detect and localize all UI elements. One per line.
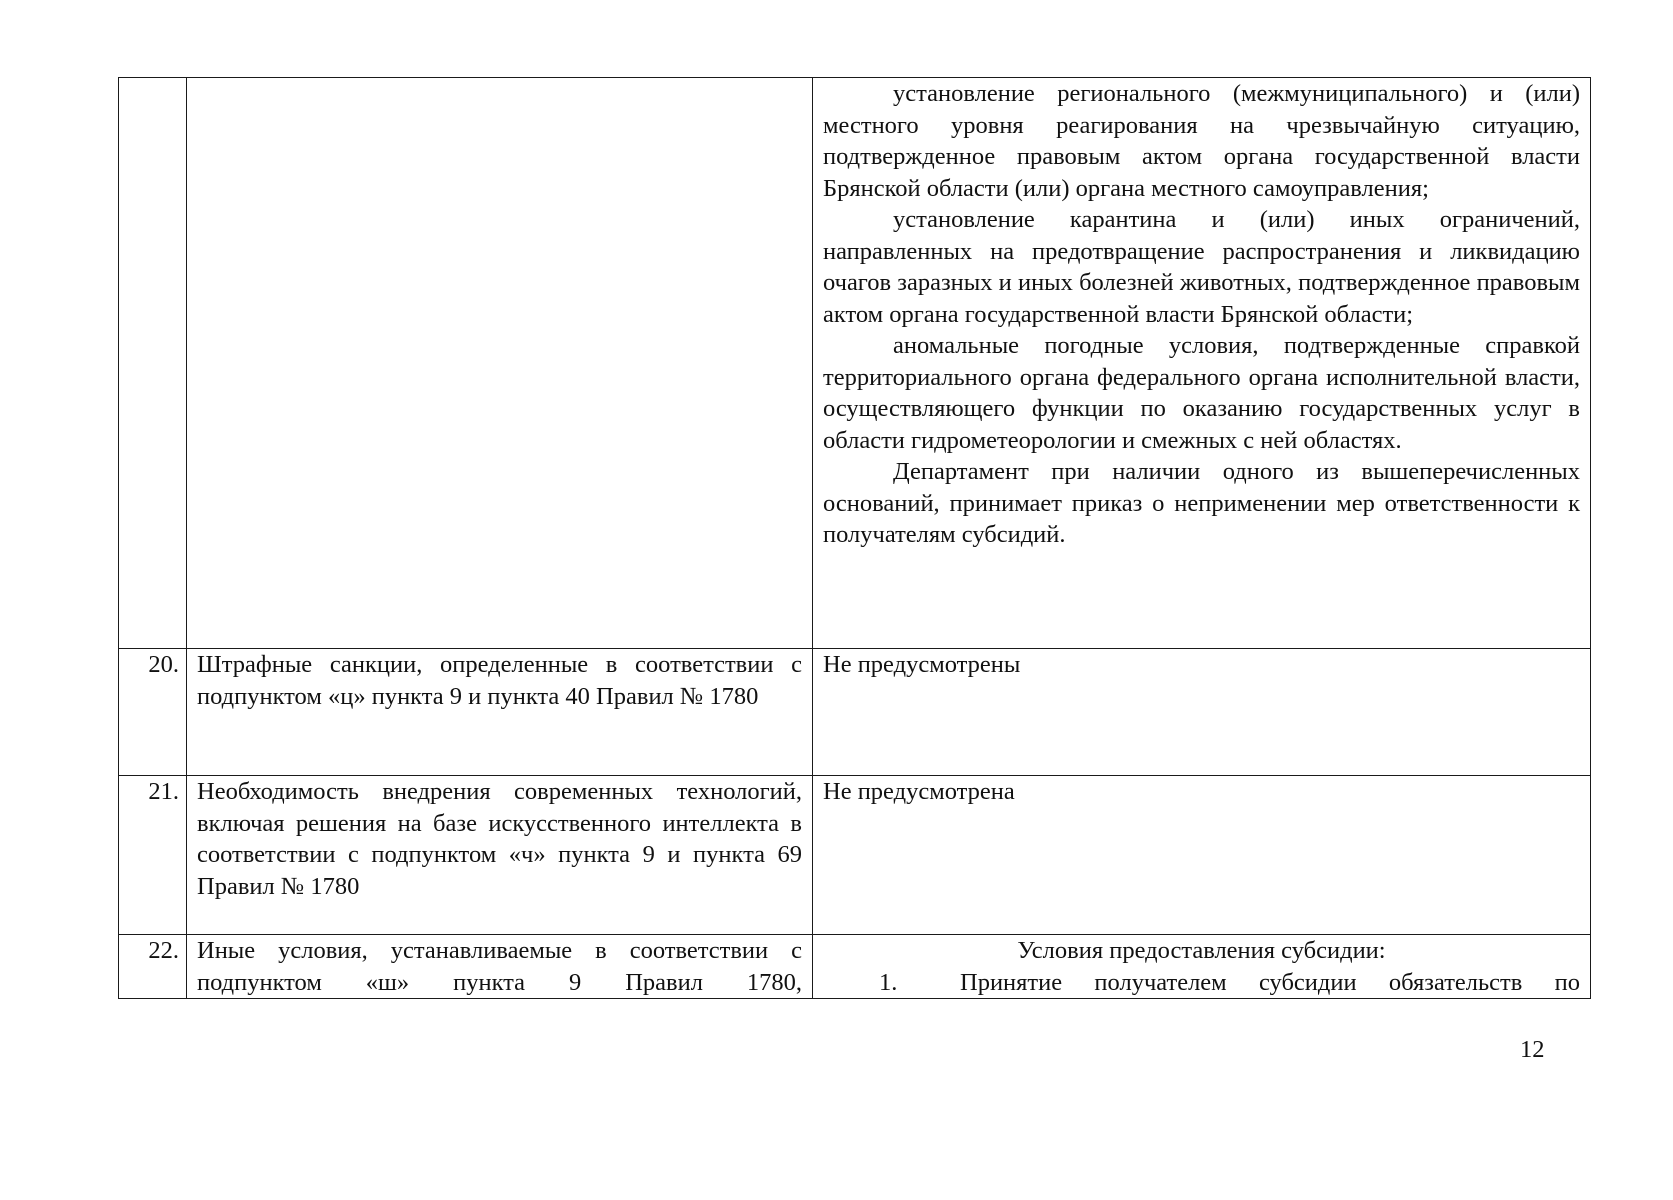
row-value-cell [813, 78, 1591, 649]
row-value-text: Не предусмотрена [823, 778, 1015, 805]
row-name-line-1: Иные условия, устанавливаемые в соответствии с [197, 937, 802, 964]
row-value-text: Не предусмотрены [823, 651, 1021, 678]
list-item [823, 967, 1580, 999]
list-item-number: 1. [879, 968, 898, 996]
list-item-text: Принятие получателем субсидии обязательств по [960, 968, 1580, 996]
row-name-cell [187, 776, 813, 935]
table-row-21 [119, 776, 1591, 935]
paragraph-weather-conditions: аномальные погодные условия, подтвержденные справкой территориального органа федерального органа исполнительной власти, осуществляющего функции по оказанию государственных услуг в области гидрометеорологии и смежных с ней областях. [823, 332, 1580, 454]
row-number-cell: 20. [119, 649, 187, 776]
row-value-content [823, 935, 1580, 998]
paragraph-emergency-regime: установление регионального (межмуниципального) и (или) местного уровня реагирования на чрезвычайную ситуацию, подтвержденное правовым актом органа государственной власти Брянской области (или) органа местного самоуправления; [823, 80, 1580, 202]
row-value-cell [813, 649, 1591, 776]
row-value-cell [813, 776, 1591, 935]
row-name-text [197, 935, 802, 998]
row-name-text: Штрафные санкции, определенные в соответствии с подпунктом «ц» пункта 9 и пункта 40 Правил № 1780 [197, 651, 802, 710]
row-number-cell: 22. [119, 935, 187, 999]
conditions-table [118, 77, 1591, 999]
row-value-cell [813, 935, 1591, 999]
row-number-cell [119, 78, 187, 649]
subsidy-conditions-heading: Условия предоставления субсидии: [1017, 937, 1386, 964]
page-number: 12 [1520, 1036, 1545, 1063]
table-row-20 [119, 649, 1591, 776]
row-name-cell [187, 935, 813, 999]
paragraph-quarantine: установление карантина и (или) иных ограничений, направленных на предотвращение распространения и ликвидацию очагов заразных и иных болезней животных, подтвержденное правовым актом органа государственной власти Брянской области; [823, 206, 1580, 328]
paragraph-department-order: Департамент при наличии одного из вышеперечисленных оснований, принимает приказ о неприменении мер ответственности к получателям субсидий. [823, 458, 1580, 548]
row-number-cell: 21. [119, 776, 187, 935]
row-name-cell [187, 78, 813, 649]
row-name-text: Необходимость внедрения современных технологий, включая решения на базе искусственного интеллекта в соответствии с подпунктом «ч» пункта 9 и пункта 69 Правил № 1780 [197, 778, 802, 900]
row-name-cell [187, 649, 813, 776]
table-row-continuation [119, 78, 1591, 649]
table-row-22 [119, 935, 1591, 999]
row-name-line-2: подпунктом «ш» пункта 9 Правил 1780, [197, 968, 802, 996]
